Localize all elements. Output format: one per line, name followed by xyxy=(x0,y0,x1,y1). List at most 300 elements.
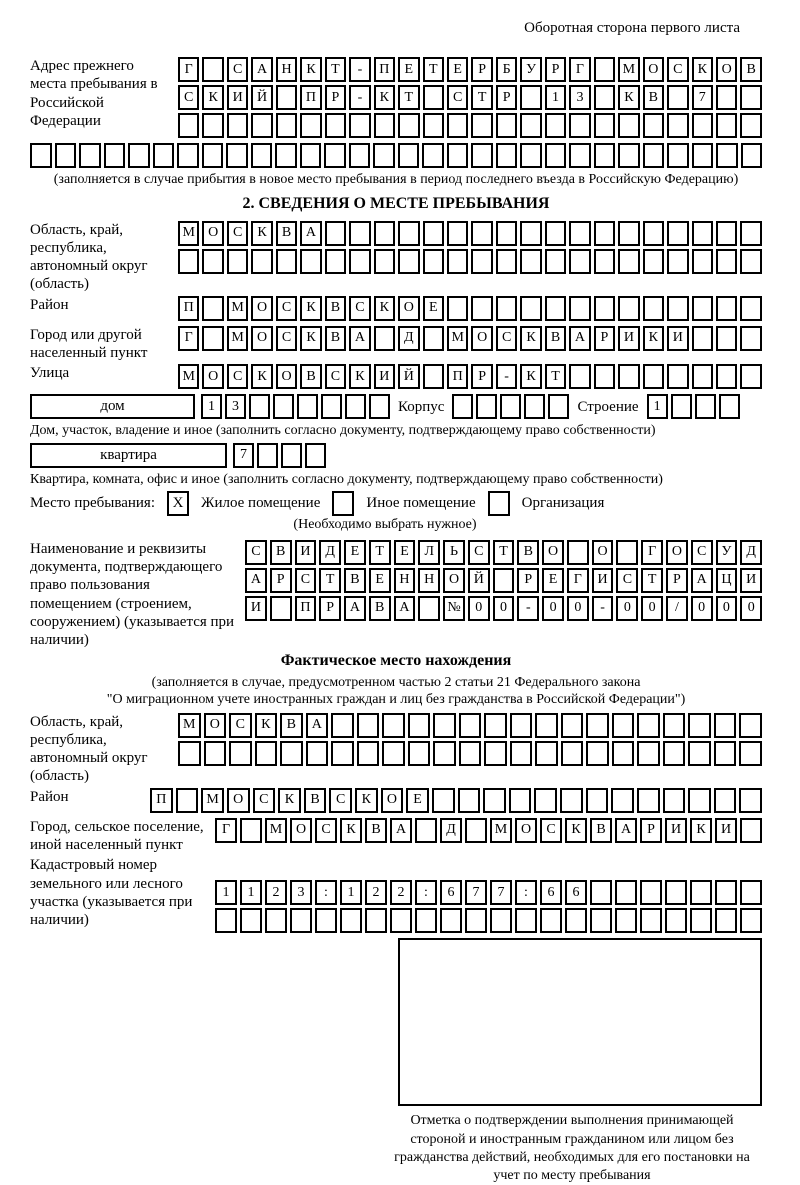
char-cell: П xyxy=(150,788,173,813)
char-cell: К xyxy=(618,85,639,110)
region-rows xyxy=(178,221,762,277)
char-cell xyxy=(331,713,354,738)
house-row xyxy=(30,394,762,419)
char-cell xyxy=(398,249,419,274)
char-cell: О xyxy=(202,221,223,246)
char-cell xyxy=(496,221,517,246)
char-cell xyxy=(257,443,278,468)
option-other-premises-label: Иное помещение xyxy=(366,495,476,512)
char-cell xyxy=(739,741,762,766)
char-cell xyxy=(305,443,326,468)
char-cell: К xyxy=(374,296,395,321)
char-cell xyxy=(510,741,533,766)
char-cell xyxy=(690,908,712,933)
char-cell: П xyxy=(300,85,321,110)
char-cell: Т xyxy=(319,568,341,593)
stay-type-note: (Необходимо выбрать нужное) xyxy=(293,517,477,533)
char-cell: 1 xyxy=(340,880,362,905)
char-cell xyxy=(374,221,395,246)
char-cell: И xyxy=(295,540,317,565)
char-cell xyxy=(433,741,456,766)
char-cell: 2 xyxy=(390,880,412,905)
char-cell xyxy=(202,143,224,168)
char-cell xyxy=(665,880,687,905)
char-cell: К xyxy=(255,713,278,738)
char-cell: В xyxy=(517,540,539,565)
char-cell xyxy=(447,113,468,138)
char-cell xyxy=(297,394,318,419)
char-cell: 0 xyxy=(740,596,762,621)
char-cell: К xyxy=(278,788,301,813)
char-cell: О xyxy=(643,57,664,82)
char-cell xyxy=(226,143,248,168)
char-cell: О xyxy=(276,364,297,389)
char-cell: Г xyxy=(641,540,663,565)
page-side-note: Оборотная сторона первого листа xyxy=(524,20,740,36)
char-cell xyxy=(357,741,380,766)
char-cell xyxy=(447,296,468,321)
char-cell: 7 xyxy=(490,880,512,905)
char-cell xyxy=(300,113,321,138)
char-cell: Н xyxy=(276,57,297,82)
char-cell xyxy=(423,85,444,110)
char-cell xyxy=(55,143,77,168)
char-cell xyxy=(740,296,761,321)
char-cell xyxy=(153,143,175,168)
char-cell: Т xyxy=(641,568,663,593)
char-cell xyxy=(520,296,541,321)
char-cell: Р xyxy=(545,57,566,82)
char-cell: Е xyxy=(406,788,429,813)
char-cell xyxy=(545,221,566,246)
actual-district-label: Район xyxy=(30,788,69,805)
char-cell xyxy=(500,394,521,419)
char-cell: О xyxy=(542,540,564,565)
char-cell xyxy=(240,818,262,843)
char-cell: П xyxy=(178,296,199,321)
char-cell: Л xyxy=(418,540,440,565)
char-cell: : xyxy=(515,880,537,905)
char-cell xyxy=(692,296,713,321)
char-cell: К xyxy=(300,57,321,82)
char-cell xyxy=(490,908,512,933)
char-cell xyxy=(349,249,370,274)
char-cell: М xyxy=(227,296,248,321)
char-cell xyxy=(561,741,584,766)
char-cell xyxy=(663,713,686,738)
char-cell: В xyxy=(325,296,346,321)
char-cell: Р xyxy=(270,568,292,593)
char-cell xyxy=(345,394,366,419)
char-cell: К xyxy=(202,85,223,110)
apartment-number-row xyxy=(233,443,326,468)
char-cell: И xyxy=(592,568,614,593)
char-cell: Е xyxy=(423,296,444,321)
apartment-box-label: квартира xyxy=(30,443,227,468)
char-cell xyxy=(535,741,558,766)
char-cell xyxy=(640,880,662,905)
actual-region-field xyxy=(30,713,762,786)
char-cell xyxy=(643,143,665,168)
char-cell: 1 xyxy=(240,880,262,905)
char-cell xyxy=(471,143,493,168)
char-cell xyxy=(618,296,639,321)
char-cell: 0 xyxy=(567,596,589,621)
char-cell xyxy=(447,221,468,246)
char-cell: В xyxy=(545,326,566,351)
char-cell: С xyxy=(227,57,248,82)
char-cell xyxy=(408,741,431,766)
char-cell xyxy=(459,741,482,766)
char-cell xyxy=(534,788,557,813)
char-cell: М xyxy=(447,326,468,351)
char-cell xyxy=(569,249,590,274)
stay-type-row xyxy=(30,491,762,516)
char-cell xyxy=(692,249,713,274)
char-cell xyxy=(667,143,689,168)
char-cell: № xyxy=(443,596,465,621)
char-cell: 7 xyxy=(692,85,713,110)
char-cell xyxy=(447,249,468,274)
prev-address-label: Адрес прежнего места пребывания в Российской Федерации xyxy=(30,58,158,129)
char-cell xyxy=(471,249,492,274)
char-cell xyxy=(349,143,371,168)
char-cell xyxy=(612,713,635,738)
char-cell: А xyxy=(300,221,321,246)
stroenie-row xyxy=(647,394,740,419)
char-cell xyxy=(306,741,329,766)
char-cell xyxy=(618,221,639,246)
char-cell xyxy=(408,713,431,738)
char-cell: С xyxy=(245,540,267,565)
char-cell: Р xyxy=(517,568,539,593)
char-cell: Е xyxy=(398,57,419,82)
char-cell xyxy=(275,143,297,168)
char-cell xyxy=(667,296,688,321)
char-cell xyxy=(586,713,609,738)
char-cell: С xyxy=(540,818,562,843)
char-cell: И xyxy=(245,596,267,621)
actual-location-note-2: "О миграционном учете иностранных граждан и лиц без гражданства в Российской Федерации") xyxy=(106,692,686,708)
char-cell xyxy=(415,818,437,843)
char-cell: Р xyxy=(666,568,688,593)
char-cell xyxy=(637,788,660,813)
document-field xyxy=(30,540,762,650)
char-cell: О xyxy=(666,540,688,565)
char-cell xyxy=(618,143,640,168)
char-cell: И xyxy=(665,818,687,843)
char-cell xyxy=(471,113,492,138)
char-cell: К xyxy=(349,364,370,389)
char-cell: Г xyxy=(215,818,237,843)
char-cell xyxy=(594,296,615,321)
prev-address-overflow-row xyxy=(30,143,762,168)
char-cell: / xyxy=(666,596,688,621)
char-cell: Р xyxy=(471,57,492,82)
char-cell: О xyxy=(204,713,227,738)
char-cell xyxy=(398,143,420,168)
char-cell: Д xyxy=(440,818,462,843)
char-cell xyxy=(594,221,615,246)
char-cell: П xyxy=(374,57,395,82)
char-cell: С xyxy=(447,85,468,110)
char-cell: 1 xyxy=(215,880,237,905)
char-cell: 6 xyxy=(440,880,462,905)
char-cell: 7 xyxy=(465,880,487,905)
actual-region-row-1 xyxy=(178,713,762,738)
char-cell: Г xyxy=(178,57,199,82)
prev-address-row-2 xyxy=(178,85,762,110)
char-cell xyxy=(618,249,639,274)
char-cell xyxy=(440,908,462,933)
korpus-row xyxy=(452,394,569,419)
cadastral-row-1 xyxy=(215,880,762,905)
char-cell xyxy=(357,713,380,738)
char-cell xyxy=(567,540,589,565)
char-cell xyxy=(569,296,590,321)
char-cell: С xyxy=(325,364,346,389)
char-cell xyxy=(535,713,558,738)
checkbox-other-premises xyxy=(332,491,354,516)
char-cell: 0 xyxy=(468,596,490,621)
char-cell xyxy=(484,741,507,766)
char-cell xyxy=(398,113,419,138)
char-cell xyxy=(667,113,688,138)
korpus-label: Корпус xyxy=(398,398,445,415)
char-cell xyxy=(390,908,412,933)
char-cell xyxy=(643,296,664,321)
char-cell: П xyxy=(447,364,468,389)
char-cell xyxy=(716,221,737,246)
char-cell xyxy=(483,788,506,813)
char-cell xyxy=(369,394,390,419)
actual-district-field xyxy=(30,788,762,816)
char-cell xyxy=(340,908,362,933)
char-cell xyxy=(545,143,567,168)
char-cell: Ь xyxy=(443,540,465,565)
char-cell: М xyxy=(178,364,199,389)
char-cell xyxy=(280,741,303,766)
char-cell xyxy=(423,113,444,138)
char-cell: Е xyxy=(447,57,468,82)
char-cell xyxy=(716,326,737,351)
char-cell: Е xyxy=(394,540,416,565)
char-cell: Т xyxy=(471,85,492,110)
char-cell xyxy=(204,741,227,766)
char-cell: С xyxy=(496,326,517,351)
char-cell: 1 xyxy=(647,394,668,419)
char-cell xyxy=(325,113,346,138)
char-cell xyxy=(692,364,713,389)
char-cell xyxy=(594,85,615,110)
char-cell: Г xyxy=(178,326,199,351)
char-cell xyxy=(740,85,761,110)
char-cell xyxy=(520,221,541,246)
char-cell: О xyxy=(251,326,272,351)
char-cell: М xyxy=(227,326,248,351)
char-cell xyxy=(276,85,297,110)
region-field xyxy=(30,221,762,294)
char-cell: И xyxy=(618,326,639,351)
char-cell: В xyxy=(590,818,612,843)
char-cell: Р xyxy=(496,85,517,110)
char-cell: С xyxy=(229,713,252,738)
district-label: Район xyxy=(30,296,69,313)
char-cell xyxy=(618,113,639,138)
apartment-note: Квартира, комната, офис и иное (заполнить согласно документу, подтверждающему право собственности) xyxy=(30,471,663,487)
char-cell xyxy=(447,143,469,168)
char-cell xyxy=(715,908,737,933)
char-cell xyxy=(276,113,297,138)
char-cell: С xyxy=(667,57,688,82)
char-cell xyxy=(548,394,569,419)
stroenie-label: Строение xyxy=(577,398,639,415)
char-cell: С xyxy=(178,85,199,110)
char-cell: Д xyxy=(319,540,341,565)
char-cell xyxy=(716,143,738,168)
char-cell xyxy=(382,713,405,738)
char-cell: Т xyxy=(325,57,346,82)
actual-location-note-1: (заполняется в случае, предусмотренном частью 2 статьи 21 Федерального закона xyxy=(151,674,641,690)
char-cell: И xyxy=(667,326,688,351)
char-cell: М xyxy=(618,57,639,82)
char-cell xyxy=(594,249,615,274)
house-number-row xyxy=(201,394,390,419)
char-cell: 0 xyxy=(691,596,713,621)
char-cell: 3 xyxy=(225,394,246,419)
char-cell: Д xyxy=(398,326,419,351)
char-cell xyxy=(331,741,354,766)
char-cell: О xyxy=(443,568,465,593)
char-cell xyxy=(716,249,737,274)
char-cell xyxy=(540,908,562,933)
char-cell xyxy=(715,880,737,905)
char-cell: А xyxy=(349,326,370,351)
stamp-caption: Отметка о подтверждении выполнения принимающей стороной и иностранным гражданином или лицом без гражданства действий, необходимых для его постановки на учет по месту пребывания xyxy=(394,1113,750,1183)
char-cell: Е xyxy=(369,568,391,593)
char-cell: 2 xyxy=(365,880,387,905)
char-cell: О xyxy=(251,296,272,321)
char-cell xyxy=(692,143,714,168)
char-cell xyxy=(692,326,713,351)
char-cell: М xyxy=(490,818,512,843)
char-cell: С xyxy=(468,540,490,565)
char-cell xyxy=(215,908,237,933)
char-cell xyxy=(740,880,762,905)
char-cell xyxy=(321,394,342,419)
char-cell xyxy=(671,394,692,419)
house-note: Дом, участок, владение и иное (заполнить согласно документу, подтверждающему право собственности) xyxy=(30,423,656,439)
char-cell xyxy=(423,249,444,274)
char-cell xyxy=(229,741,252,766)
char-cell: О xyxy=(471,326,492,351)
char-cell: С xyxy=(295,568,317,593)
actual-city-row xyxy=(215,818,762,843)
char-cell: К xyxy=(565,818,587,843)
actual-district-row xyxy=(150,788,762,813)
char-cell xyxy=(418,596,440,621)
char-cell xyxy=(265,908,287,933)
char-cell xyxy=(545,113,566,138)
char-cell: Т xyxy=(493,540,515,565)
char-cell xyxy=(714,741,737,766)
document-row-2 xyxy=(245,568,762,593)
char-cell: К xyxy=(251,364,272,389)
prev-address-field xyxy=(30,57,762,141)
char-cell xyxy=(249,394,270,419)
char-cell: Ц xyxy=(716,568,738,593)
char-cell xyxy=(569,221,590,246)
char-cell xyxy=(714,788,737,813)
char-cell: Д xyxy=(740,540,762,565)
char-cell: 0 xyxy=(716,596,738,621)
char-cell xyxy=(515,908,537,933)
char-cell: О xyxy=(716,57,737,82)
char-cell: У xyxy=(520,57,541,82)
cadastral-row-2 xyxy=(215,908,762,933)
char-cell: А xyxy=(691,568,713,593)
char-cell xyxy=(569,364,590,389)
char-cell: В xyxy=(270,540,292,565)
char-cell xyxy=(240,908,262,933)
char-cell: Г xyxy=(569,57,590,82)
char-cell xyxy=(465,818,487,843)
char-cell xyxy=(520,249,541,274)
cadastral-label: Кадастровый номер земельного или лесного участка (указывается при наличии) xyxy=(30,857,193,929)
char-cell xyxy=(611,788,634,813)
prev-address-note: (заполняется в случае прибытия в новое место пребывания в период последнего въезда в Российскую Федерацию) xyxy=(53,172,739,187)
char-cell: С xyxy=(227,364,248,389)
char-cell xyxy=(176,788,199,813)
char-cell: 1 xyxy=(545,85,566,110)
char-cell: 2 xyxy=(265,880,287,905)
char-cell xyxy=(688,788,711,813)
document-row-3 xyxy=(245,596,762,621)
char-cell xyxy=(493,568,515,593)
char-cell xyxy=(740,364,761,389)
actual-region-row-2 xyxy=(178,741,762,766)
char-cell xyxy=(665,908,687,933)
street-row xyxy=(178,364,762,389)
char-cell: М xyxy=(178,221,199,246)
char-cell: Б xyxy=(496,57,517,82)
char-cell xyxy=(227,113,248,138)
stay-type-label: Место пребывания: xyxy=(30,495,155,512)
char-cell: С xyxy=(315,818,337,843)
char-cell: В xyxy=(344,568,366,593)
char-cell xyxy=(432,788,455,813)
char-cell xyxy=(202,326,223,351)
char-cell: И xyxy=(740,568,762,593)
char-cell: 0 xyxy=(616,596,638,621)
char-cell xyxy=(484,713,507,738)
char-cell xyxy=(496,249,517,274)
char-cell xyxy=(569,143,591,168)
char-cell: А xyxy=(615,818,637,843)
char-cell xyxy=(688,741,711,766)
document-row-1 xyxy=(245,540,762,565)
char-cell xyxy=(365,908,387,933)
actual-city-field xyxy=(30,818,762,855)
char-cell xyxy=(520,143,542,168)
checkbox-residential: X xyxy=(167,491,189,516)
char-cell xyxy=(509,788,532,813)
char-cell xyxy=(637,713,660,738)
char-cell: У xyxy=(716,540,738,565)
char-cell: Р xyxy=(325,85,346,110)
char-cell xyxy=(423,326,444,351)
char-cell xyxy=(740,326,761,351)
